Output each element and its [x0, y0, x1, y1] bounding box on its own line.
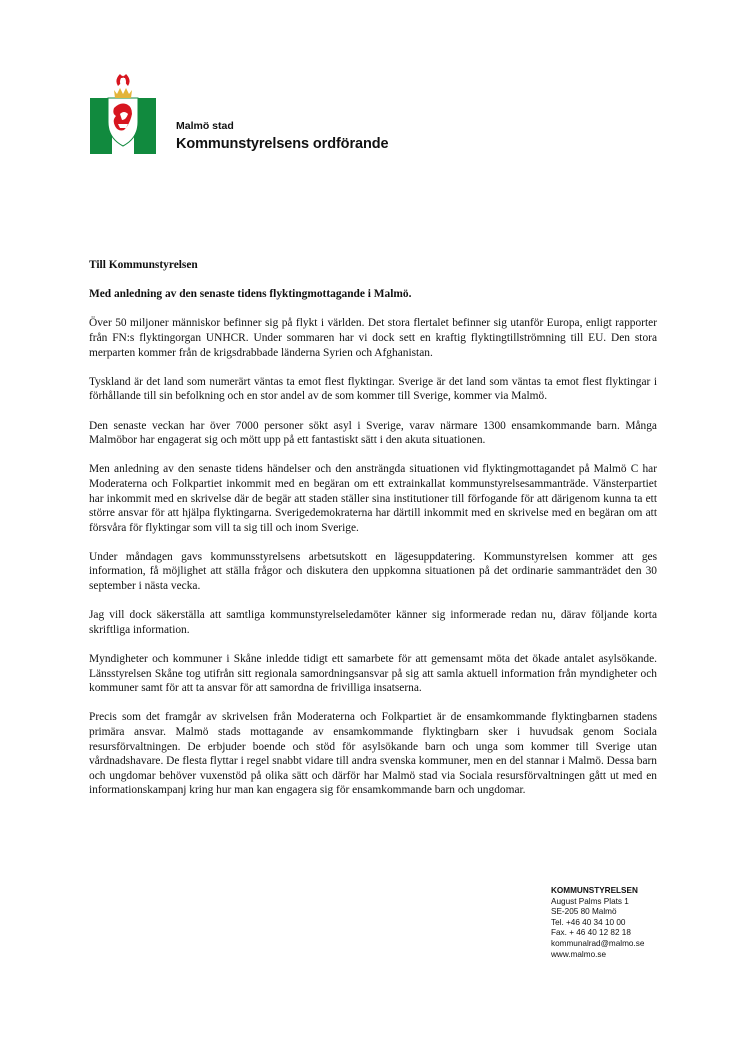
paragraph: Men anledning av den senaste tidens händelser och den ansträngda situationen vid flyktingmottagandet på Malmö C har Moderaterna och Folkpartiet inkommit med en begäran om ett extrainkallat kommunstyrelsesammanträde. Vänsterpartiet har inkommit med en skrivelse där de begär att staden ställer sina institutioner till förfogande för att därigenom kunna ta ett större ansvar för att hjälpa flyktingarna. Sverigedemokraterna har därtill inkommit med en skrivelse med en begäran om att försvåra för flyktingar som vill ta sig till och inom Sverige. [89, 463, 657, 534]
paragraph: Över 50 miljoner människor befinner sig på flykt i världen. Det stora flertalet befinner sig utanför Europa, enligt rapporter från FN:s flyktingorgan UNHCR. Under sommaren har vi dock sett en kraftig flyktingtillströmning till EU. Den stora merparten kommer från de krigsdrabbade länderna Syrien och Afghanistan. [89, 317, 657, 359]
footer-website[interactable]: www.malmo.se [551, 949, 607, 959]
footer-organization: KOMMUNSTYRELSEN [551, 886, 638, 895]
paragraph: Den senaste veckan har över 7000 personer sökt asyl i Sverige, varav närmare 1300 ensamkommande barn. Många Malmöbor har engagerat sig och mött upp på ett fantastiskt sätt i den akuta situationen. [89, 419, 657, 447]
footer-email[interactable]: kommunalrad@malmo.se [551, 938, 645, 948]
footer-postal: SE-205 80 Malmö [551, 907, 617, 917]
addressee: Till Kommunstyrelsen [89, 259, 198, 271]
paragraph: Tyskland är det land som numerärt väntas ta emot flest flyktingar. Sverige är det land som väntas ta emot flest flyktingar i förhållande till sin befolkning och en stor andel av de som kommer till Sverige, kommer via Malmö. [89, 375, 657, 403]
contact-address-block [551, 886, 701, 960]
paragraph: Myndigheter och kommuner i Skåne inledde tidigt ett samarbete för att gemensamt möta det ökade antalet asylsökande. Länsstyrelsen Skåne tog utifrån sitt regionala samordningsansvar på sig att samla aktuell information från myndigheter och kommuner samt för att ta ansvar för att samordna de frivilliga insatserna. [89, 653, 657, 695]
footer-phone: Tel. +46 40 34 10 00 [551, 917, 626, 927]
paragraph: Under måndagen gavs kommunsstyrelsens arbetsutskott en lägesuppdatering. Kommunstyrelsen kommer att ges information, få möjlighet att ställa frågor och diskutera den uppkomna situationen på det ordinarie sammanträdet den 30 september i nästa vecka. [89, 550, 657, 593]
letter-body [89, 258, 657, 813]
malmo-coat-of-arms-icon [90, 74, 156, 154]
paragraph: Jag vill dock säkerställa att samtliga kommunstyrelseledamöter känner sig informerade redan nu, därav följande korta skriftliga information. [89, 609, 657, 636]
subject-line: Med anledning av den senaste tidens flyktingmottagande i Malmö. [89, 288, 412, 301]
department-title: Kommunstyrelsens ordförande [176, 136, 389, 152]
paragraph: Precis som det framgår av skrivelsen från Moderaterna och Folkpartiet är de ensamkommande flyktingbarnen stadens primära ansvar. Malmö stads mottagande av ensamkommande flyktingbarn sker i huvudsak genom Sociala resursförvaltningen. De erbjuder boende och stöd för asylsökande barn och unga som kommer till Sverige utan vårdnadshavare. De flesta flyttar i regel snabbt vidare till andra svenska kommuner, men en del stannar i Malmö. Dessa barn och ungdomar behöver vuxenstöd på olika sätt och därför har Malmö stad via Sociala resursförvaltningen gått ut med en informationskampanj kring hur man kan engagera sig för ensamkommande barn och ungdomar. [89, 711, 657, 797]
footer-street: August Palms Plats 1 [551, 896, 629, 906]
organization-name: Malmö stad [176, 120, 234, 132]
footer-fax: Fax. + 46 40 12 82 18 [551, 928, 631, 938]
